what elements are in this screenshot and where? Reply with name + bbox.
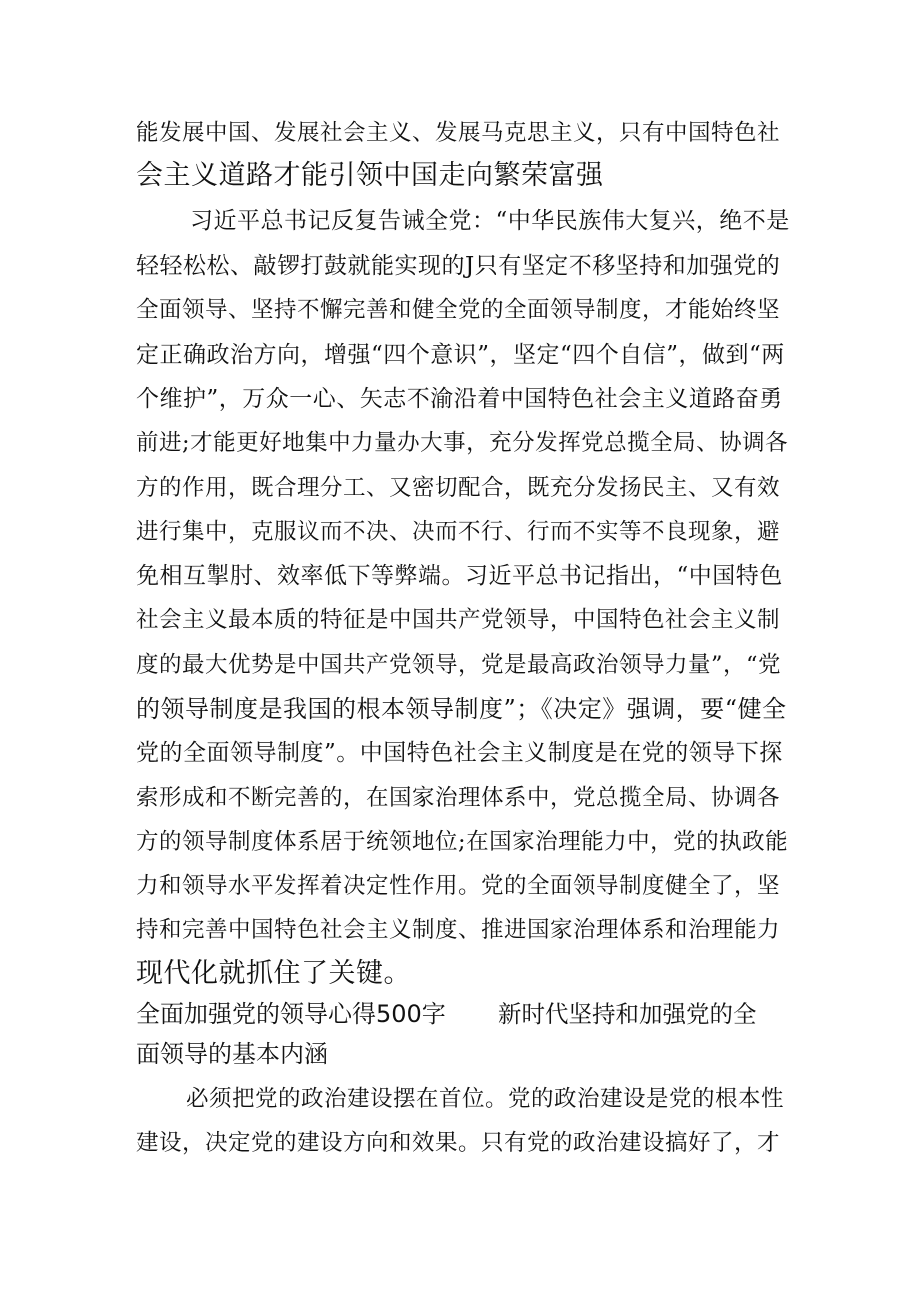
text-line: 个维护”，万众一心、矢志不渝沿着中国特色社会主义道路奋勇 <box>136 386 783 412</box>
text-line: 方的作用，既合理分工、又密切配合，既充分发扬民主、又有效 <box>136 475 781 501</box>
text-line: 轻轻松松、敲锣打鼓就能实现的J只有坚定不移坚持和加强党的 <box>136 253 781 279</box>
text-line: 能发展中国、发展社会主义、发展马克思主义，只有中国特色社 <box>136 120 781 146</box>
text-line: 方的领导制度体系居于统领地位;在国家治理能力中，党的执政能 <box>136 829 789 855</box>
text-line: 党的全面领导制度”。中国特色社会主义制度是在党的领导下探 <box>136 740 783 766</box>
heading-subtitle: 新时代坚持和加强党的全 <box>498 1000 757 1028</box>
text-line: 现代化就抓住了关键。 <box>136 958 411 989</box>
text-line: 建设，决定党的建设方向和效果。只有党的政治建设搞好了，才 <box>136 1130 781 1156</box>
text-line: 进行集中，克服议而不决、决而不行、行而不实等不良现象，避 <box>136 519 781 545</box>
text-line: 必须把党的政治建设摆在首位。党的政治建设是党的根本性 <box>186 1086 785 1112</box>
text-line: 定正确政治方向，增强“四个意识”，坚定“四个自信”，做到“两 <box>136 342 785 368</box>
heading-subtitle-continued: 面领导的基本内涵 <box>136 1040 328 1068</box>
text-line: 的领导制度是我国的根本领导制度”；《决定》强调，要“健全 <box>136 695 787 723</box>
text-line: 索形成和不断完善的，在国家治理体系中，党总揽全局、协调各 <box>136 785 781 811</box>
text-line: 持和完善中国特色社会主义制度、推进国家治理体系和治理能力 <box>136 917 781 943</box>
text-line: 度的最大优势是中国共产党领导，党是最高政治领导力量”，“党 <box>136 652 782 678</box>
text-line: 全面领导、坚持不懈完善和健全党的全面领导制度，才能始终坚 <box>136 297 781 323</box>
text-line: 会主义道路才能引领中国走向繁荣富强 <box>136 160 604 191</box>
text-line: 习近平总书记反复告诫全党：“中华民族伟大复兴，绝不是 <box>190 208 790 234</box>
text-line: 力和领导水平发挥着决定性作用。党的全面领导制度健全了，坚 <box>136 873 781 899</box>
text-line: 免相互掣肘、效率低下等弊端。习近平总书记指出，“中国特色 <box>136 563 783 589</box>
text-line: 社会主义最本质的特征是中国共产党领导，中国特色社会主义制 <box>136 607 781 633</box>
heading-title: 全面加强党的领导心得500字 <box>136 1000 446 1028</box>
text-line: 前进;才能更好地集中力量办大事，充分发挥党总揽全局、协调各 <box>136 430 789 456</box>
